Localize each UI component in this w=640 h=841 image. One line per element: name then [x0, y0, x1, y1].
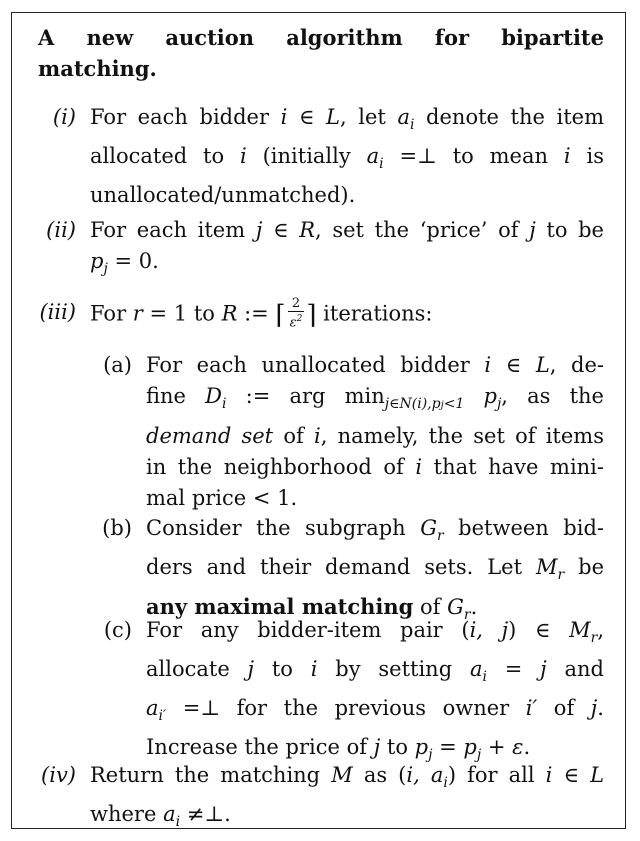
step-text-i: For each bidder i ∈ L, let $a_i$ denote the item allocated to i (initially $a_i$ =⊥ to mean i is unallocated/unmatched). — [90, 105, 605, 207]
step-label-iv: (iv) — [41, 763, 76, 787]
step-label-iii: (iii) — [39, 300, 76, 324]
substep-text-b: Consider the subgraph $G_r$ between bid- ders and their demand sets. Let $M_r$ be any maximal matching of $G_r$. — [146, 516, 604, 623]
step-text-ii: For each item j ∈ R, set the ‘price’ of j to be $p_j = 0$. — [90, 218, 604, 277]
substep-label-c: (c) — [103, 618, 132, 642]
step-label-ii: (ii) — [46, 218, 76, 242]
substep-text-a: For each unallocated bidder i ∈ L, de- fine $D_i$ := arg $\min_{j\in N(i),pj<1} p_j$, as the demand set of i, namely, the set of items in the neighborhood of i that have mini- mal price < 1. — [146, 353, 604, 510]
step-text-iii: For r = 1 to R := ⌈ $\frac{2}{\varepsilon^2}$ ⌉ iterations: — [90, 296, 433, 331]
algorithm-title: A new auction algorithm for bipartite matching. — [38, 25, 604, 81]
substep-label-b: (b) — [102, 516, 132, 540]
substep-label-a: (a) — [103, 353, 132, 377]
step-label-i: (i) — [52, 105, 76, 129]
substep-text-c: For any bidder-item pair (i, j) ∈ $M_r$, allocate j to i by setting $a_i = j$ and $a_{i'}$ =⊥ for the previous owner i′ of j. Increase the price of j to $p_j = p_j + \varepsilon$. — [146, 618, 605, 763]
step-text-iv: Return the matching M as (i, $a_i$) for all i ∈ L where $a_i$ ≠⊥. — [90, 763, 605, 830]
